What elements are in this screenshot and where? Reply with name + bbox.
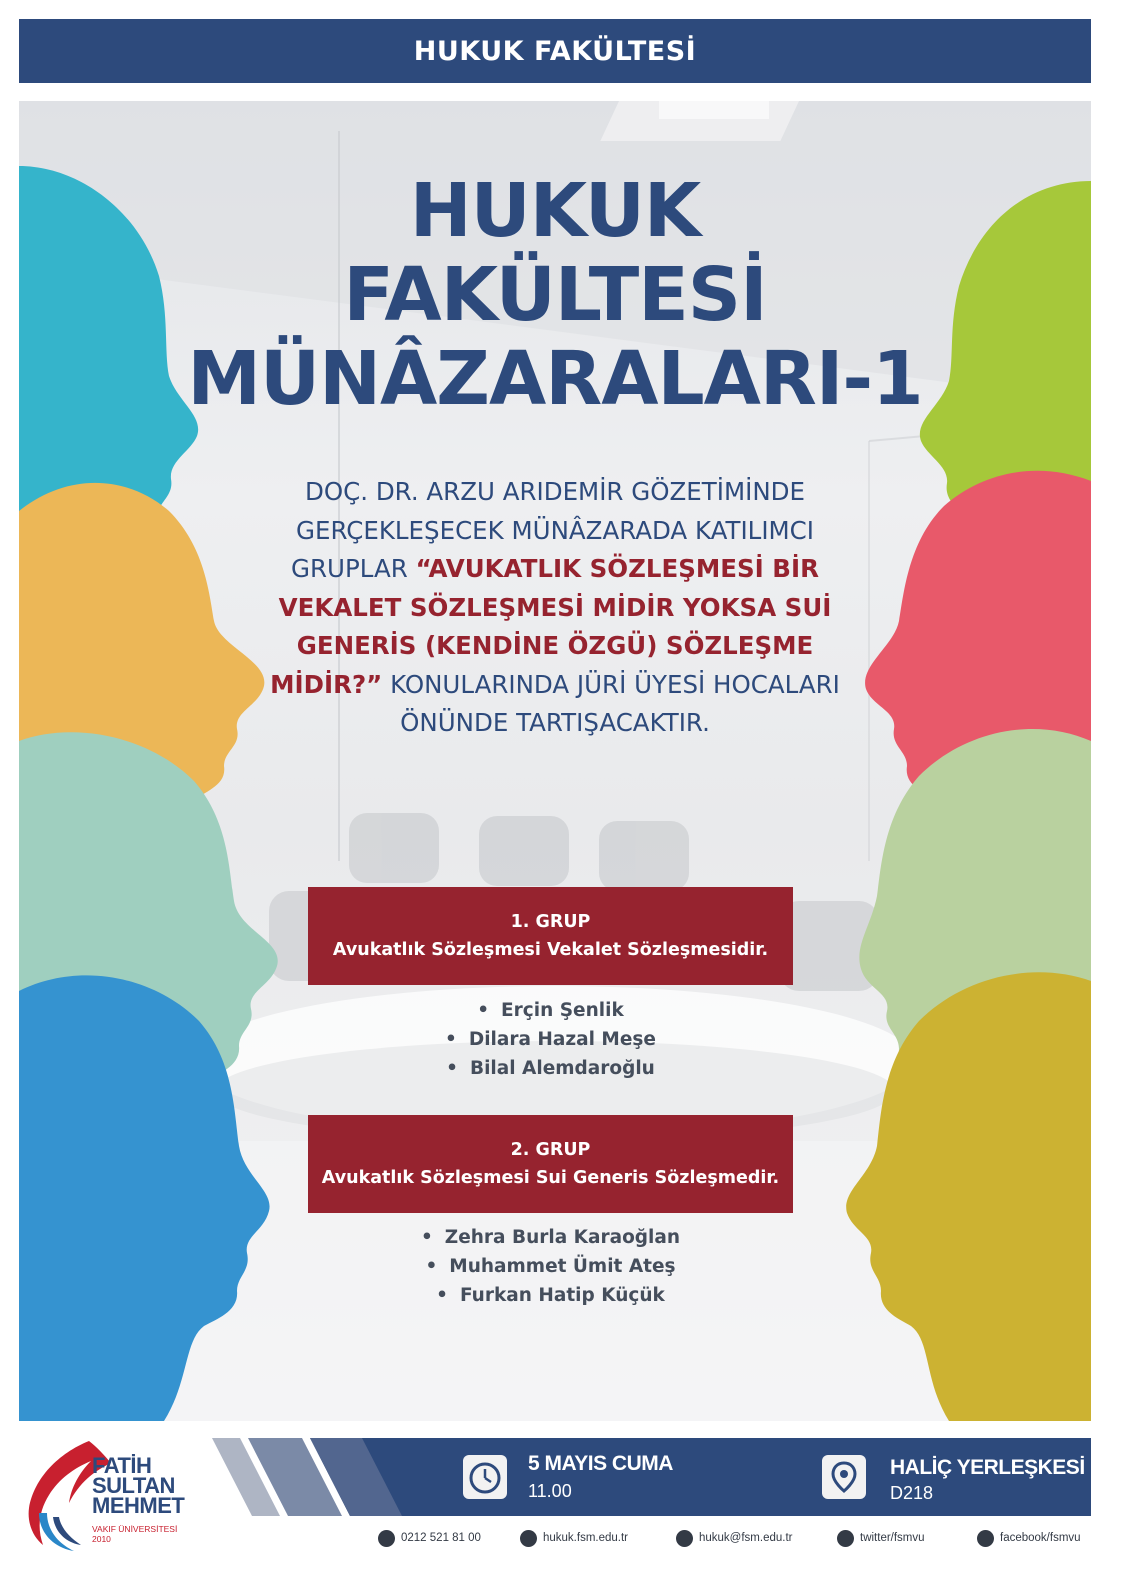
list-item: • Furkan Hatip Küçük bbox=[308, 1281, 793, 1310]
group-2-thesis: Avukatlık Sözleşmesi Sui Generis Sözleşmedir. bbox=[321, 1168, 780, 1188]
list-item: • Muhammet Ümit Ateş bbox=[308, 1252, 793, 1281]
contact-twitter bbox=[837, 1528, 925, 1548]
event-time: 11.00 bbox=[528, 1481, 572, 1501]
logo-year: 2010 bbox=[92, 1534, 111, 1544]
list-item: • Zehra Burla Karaoğlan bbox=[308, 1223, 793, 1252]
contact-phone bbox=[378, 1528, 481, 1548]
event-title-line-1: HUKUK bbox=[409, 168, 701, 254]
facebook-handle[interactable]: facebook/fsmvu bbox=[1000, 1532, 1081, 1544]
mail-icon bbox=[676, 1530, 693, 1547]
event-title-line-2: FAKÜLTESİ bbox=[343, 252, 767, 338]
clock-icon bbox=[463, 1455, 507, 1499]
group-2-box bbox=[308, 1115, 793, 1213]
header-bar bbox=[19, 19, 1091, 83]
twitter-handle[interactable]: twitter/fsmvu bbox=[860, 1532, 925, 1544]
list-item: • Bilal Alemdaroğlu bbox=[308, 1054, 793, 1083]
group-2-members bbox=[308, 1223, 793, 1310]
contact-email bbox=[676, 1528, 793, 1548]
contact-web bbox=[520, 1528, 628, 1548]
description-tail: KONULARINDA JÜRİ ÜYESİ HOCALARI ÖNÜNDE TARTIŞACAKTIR. bbox=[390, 669, 840, 737]
phone-icon bbox=[378, 1530, 395, 1547]
event-description bbox=[249, 473, 861, 743]
group-1-members bbox=[308, 996, 793, 1083]
logo-line-1: FATİH bbox=[92, 1453, 152, 1478]
location-pin-icon bbox=[822, 1455, 866, 1499]
group-1-box bbox=[308, 887, 793, 985]
event-room: D218 bbox=[890, 1483, 934, 1503]
group-1-thesis: Avukatlık Sözleşmesi Vekalet Sözleşmesidir. bbox=[332, 940, 769, 960]
group-1-title: 1. GRUP bbox=[510, 912, 591, 932]
email-address[interactable]: hukuk@fsm.edu.tr bbox=[699, 1532, 793, 1544]
phone-number: 0212 521 81 00 bbox=[401, 1532, 481, 1544]
faculty-label: HUKUK FAKÜLTESİ bbox=[413, 35, 697, 67]
globe-icon bbox=[520, 1530, 537, 1547]
event-title-line-3: MÜNÂZARALARI-1 bbox=[187, 336, 923, 422]
logo-wordmark bbox=[92, 1453, 185, 1518]
debate-topic: “AVUKATLIK SÖZLEŞMESİ BİR VEKALET SÖZLEŞMESİ MİDİR YOKSA SUİ GENERİS (KENDİNE ÖZGÜ) SÖZLEŞME MİDİR?” bbox=[270, 554, 832, 699]
list-item: • Erçin Şenlik bbox=[308, 996, 793, 1025]
contact-facebook bbox=[977, 1528, 1081, 1548]
description-lead: DOÇ. DR. ARZU ARIDEMİR GÖZETİMİNDE GERÇEKLEŞECEK MÜNÂZARADA KATILIMCI GRUPLAR bbox=[291, 477, 815, 583]
event-date: 5 MAYIS CUMA bbox=[528, 1452, 673, 1475]
logo-sub-line: VAKIF ÜNİVERSİTESİ bbox=[92, 1524, 178, 1534]
logo-subtitle bbox=[92, 1524, 177, 1544]
group-2-title: 2. GRUP bbox=[510, 1140, 591, 1160]
poster-hero bbox=[19, 101, 1091, 1421]
logo-line-2: SULTAN bbox=[92, 1473, 175, 1498]
facebook-icon bbox=[977, 1530, 994, 1547]
list-item: • Dilara Hazal Meşe bbox=[308, 1025, 793, 1054]
web-address[interactable]: hukuk.fsm.edu.tr bbox=[543, 1532, 629, 1544]
logo-line-3: MEHMET bbox=[92, 1493, 185, 1518]
twitter-icon bbox=[837, 1530, 854, 1547]
event-venue: HALİÇ YERLEŞKESİ bbox=[890, 1456, 1085, 1479]
